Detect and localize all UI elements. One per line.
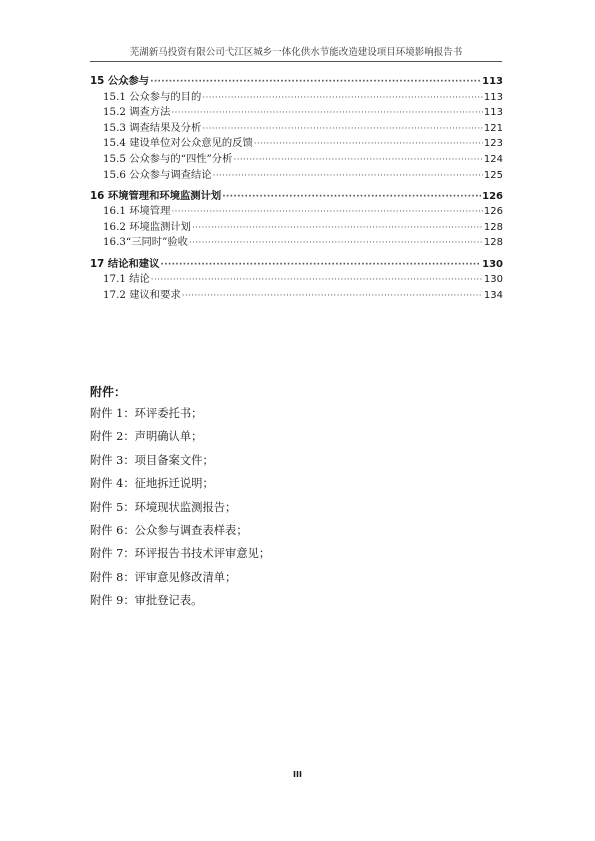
toc-entry-page: 134	[483, 289, 503, 301]
toc-leader-dots	[150, 77, 481, 87]
toc-entry-title: 16.3“三同时”验收	[103, 236, 188, 249]
toc-entry-title: 15.2 调查方法	[103, 106, 171, 119]
toc-leader-dots	[189, 238, 483, 248]
attachments-title: 附件：	[90, 385, 127, 399]
attachment-item: 附件 2：声明确认单；	[90, 430, 203, 444]
toc-entry-title: 15.4 建设单位对公众意见的反馈	[103, 137, 253, 150]
toc-entry-page: 130	[483, 274, 503, 286]
toc-entry-title: 17.2 建议和要求	[103, 288, 181, 301]
toc-leader-dots	[202, 124, 483, 134]
toc-leader-dots	[192, 223, 483, 233]
toc-entry-page: 124	[483, 153, 503, 165]
toc-leader-dots	[233, 155, 483, 165]
toc-section-entry[interactable]	[90, 134, 503, 150]
table-of-contents	[90, 72, 503, 301]
toc-section-entry[interactable]	[90, 233, 503, 249]
attachment-item: 附件 8：评审意见修改清单；	[90, 570, 237, 584]
attachment-item: 附件 4：征地拆迁说明；	[90, 477, 214, 491]
toc-leader-dots	[171, 108, 483, 118]
toc-entry-page: 126	[483, 206, 503, 218]
toc-chapter-entry[interactable]	[90, 187, 503, 203]
toc-chapter-entry[interactable]	[90, 72, 503, 88]
toc-leader-dots	[254, 139, 483, 149]
toc-leader-dots	[171, 207, 483, 217]
toc-entry-page: 128	[483, 237, 503, 249]
toc-entry-page: 123	[483, 138, 503, 150]
toc-section-entry[interactable]	[90, 202, 503, 218]
page-number: III	[293, 770, 302, 779]
toc-entry-title: 15.6 公众参与调查结论	[103, 168, 212, 181]
toc-entry-title: 16.2 环境监测计划	[103, 220, 191, 233]
toc-leader-dots	[213, 171, 483, 181]
toc-entry-title: 16 环境管理和环境监测计划	[90, 189, 222, 202]
toc-section-entry[interactable]	[90, 166, 503, 182]
attachment-item: 附件 7：环评报告书技术评审意见；	[90, 547, 271, 561]
toc-entry-title: 17.1 结论	[103, 273, 150, 286]
toc-entry-page: 126	[482, 190, 503, 202]
toc-section-entry[interactable]	[90, 103, 503, 119]
toc-entry-title: 17 结论和建议	[90, 257, 160, 270]
toc-entry-page: 113	[483, 107, 503, 119]
toc-entry-page: 125	[483, 169, 503, 181]
toc-entry-title: 15.3 调查结果及分析	[103, 121, 202, 134]
attachment-item: 附件 1：环评委托书；	[90, 407, 203, 420]
toc-entry-title: 15.1 公众参与的目的	[103, 90, 202, 103]
toc-entry-page: 128	[483, 221, 503, 233]
attachments-section	[90, 383, 510, 616]
toc-leader-dots	[182, 291, 483, 301]
toc-section-entry[interactable]	[90, 119, 503, 135]
toc-leader-dots	[160, 260, 481, 270]
toc-entry-title: 16.1 环境管理	[103, 205, 171, 218]
attachment-item: 附件 9：审批登记表。	[90, 594, 203, 608]
toc-leader-dots	[202, 93, 483, 103]
toc-section-entry[interactable]	[90, 286, 503, 302]
toc-entry-page: 130	[482, 258, 503, 270]
attachment-item: 附件 6：公众参与调查表样表；	[90, 523, 248, 537]
attachment-item: 附件 3：项目备案文件；	[90, 453, 214, 467]
attachment-item: 附件 5：环境现状监测报告；	[90, 500, 237, 514]
toc-leader-dots	[151, 275, 483, 285]
toc-section-entry[interactable]	[90, 270, 503, 286]
attachments-list	[90, 405, 510, 616]
toc-entry-title: 15.5 公众参与的“四性”分析	[103, 152, 233, 165]
toc-section-entry[interactable]	[90, 150, 503, 166]
running-header: 芜湖新马投资有限公司弋江区城乡一体化供水节能改造建设项目环境影响报告书	[90, 44, 502, 62]
toc-entry-title: 15 公众参与	[90, 75, 150, 87]
toc-section-entry[interactable]	[90, 88, 503, 104]
toc-section-entry[interactable]	[90, 218, 503, 234]
toc-entry-page: 121	[483, 122, 503, 134]
toc-chapter-entry[interactable]	[90, 255, 503, 271]
toc-entry-page: 113	[483, 91, 503, 103]
toc-entry-page: 113	[482, 76, 503, 87]
toc-leader-dots	[222, 192, 481, 202]
